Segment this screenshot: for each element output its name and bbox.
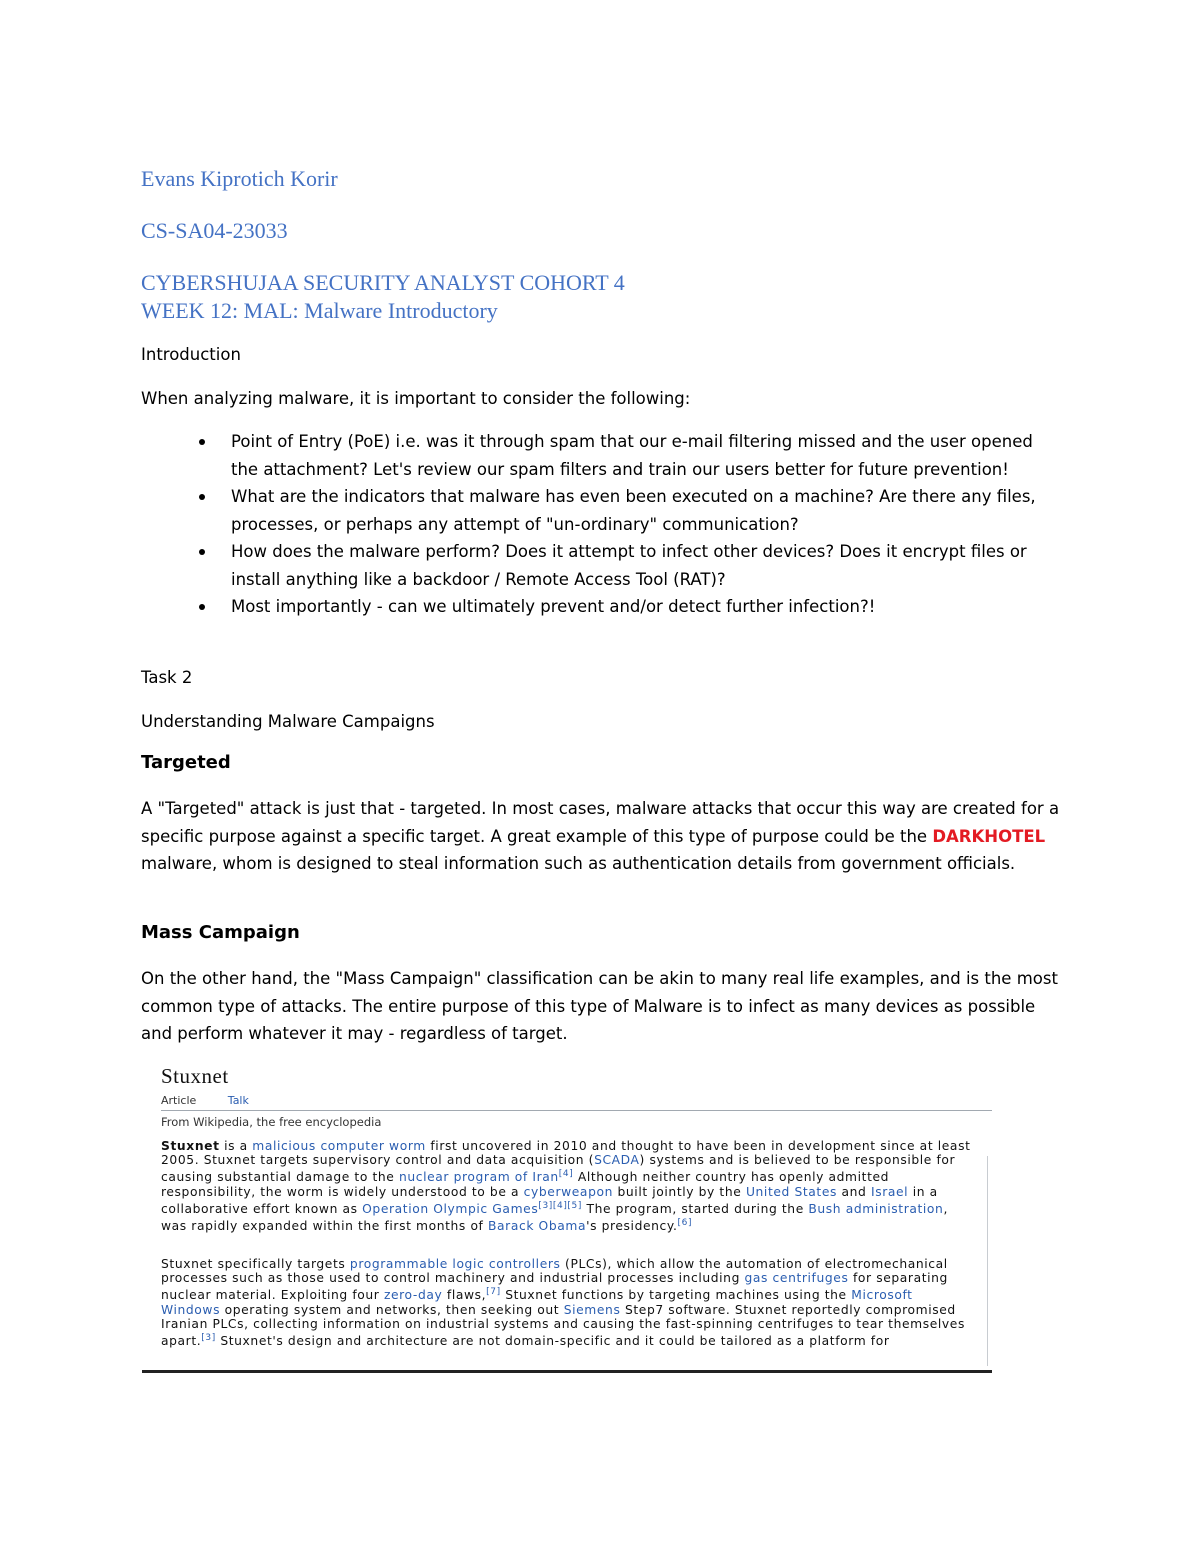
tab-talk: Talk — [227, 1094, 249, 1107]
targeted-paragraph: A "Targeted" attack is just that - targeted. In most cases, malware attacks that occur this way are created for a specific purpose against a specific target. A great example of this type of purpose could be the DARKHOTEL malware, whom is designed to steal information such as authentication details from government officials. — [141, 799, 1060, 873]
list-item: Point of Entry (PoE) i.e. was it through spam that our e-mail filtering missed and the user opened the attachment? Let's review our spam filters and train our users better for future prevention! — [141, 428, 1061, 483]
intro-text: When analyzing malware, it is important to consider the following: — [141, 389, 691, 408]
darkhotel-highlight: DARKHOTEL — [932, 826, 1046, 846]
wiki-tagline: From Wikipedia, the free encyclopedia — [161, 1115, 382, 1129]
author-name: Evans Kiprotich Korir — [141, 166, 338, 191]
bullet-icon — [199, 604, 205, 610]
wiki-tabs — [161, 1094, 249, 1107]
bullet-icon — [199, 549, 205, 555]
wiki-infobox-edge — [987, 1156, 988, 1366]
tab-article: Article — [161, 1094, 197, 1107]
mass-campaign-heading: Mass Campaign — [141, 922, 300, 943]
intro-heading: Introduction — [141, 345, 241, 364]
stuxnet-wikipedia-screenshot — [142, 1060, 992, 1373]
bullet-icon — [199, 439, 205, 445]
targeted-heading: Targeted — [141, 752, 231, 773]
wiki-paragraph-2: Stuxnet specifically targets programmable logic controllers (PLCs), which allow the automation of electromechanical processes such as those used to control machinery and industrial processes including gas centrifuges for separating nuclear material. Exploiting four zero-day flaws,[7] Stuxnet functions by targeting machines using the Microsoft Windows operating system and networks, then seeking out Siemens Step7 software. Stuxnet reportedly compromised Iranian PLCs, collecting information on industrial systems and causing the fast-spinning centrifuges to tear themselves apart.[3] Stuxnet's design and architecture are not domain-specific and it could be tailored as a platform for — [161, 1257, 965, 1349]
wiki-divider — [161, 1110, 992, 1111]
considerations-list — [141, 428, 1061, 621]
wiki-paragraph-1: Stuxnet is a malicious computer worm first uncovered in 2010 and thought to have been in development since at least 2005. Stuxnet targets supervisory control and data acquisition (SCADA) systems and is believed to be responsible for causing substantial damage to the nuclear program of Iran[4] Although neither country has openly admitted responsibility, the worm is widely understood to be a cyberweapon built jointly by the United States and Israel in a collaborative effort known as Operation Olympic Games[3][4][5] The program, started during the Bush administration, was rapidly expanded within the first months of Barack Obama's presidency.[6] — [161, 1139, 971, 1234]
task-subtitle: Understanding Malware Campaigns — [141, 712, 435, 731]
list-item: What are the indicators that malware has even been executed on a machine? Are there any files, processes, or perhaps any attempt of "un-ordinary" communication? — [141, 483, 1061, 538]
student-id: CS-SA04-23033 — [141, 218, 288, 243]
list-item: Most importantly - can we ultimately prevent and/or detect further infection?! — [141, 593, 1061, 621]
task-label: Task 2 — [141, 668, 193, 687]
week-title: WEEK 12: MAL: Malware Introductory — [141, 298, 498, 323]
mass-campaign-paragraph: On the other hand, the "Mass Campaign" classification can be akin to many real life examples, and is the most common type of attacks. The entire purpose of this type of Malware is to infect as many devices as possible and perform whatever it may - regardless of target. — [141, 969, 1058, 1043]
list-item: How does the malware perform? Does it attempt to infect other devices? Does it encrypt files or install anything like a backdoor / Remote Access Tool (RAT)? — [141, 538, 1061, 593]
bullet-icon — [199, 494, 205, 500]
cohort-title: CYBERSHUJAA SECURITY ANALYST COHORT 4 — [141, 270, 625, 295]
wiki-article-title: Stuxnet — [161, 1064, 229, 1088]
